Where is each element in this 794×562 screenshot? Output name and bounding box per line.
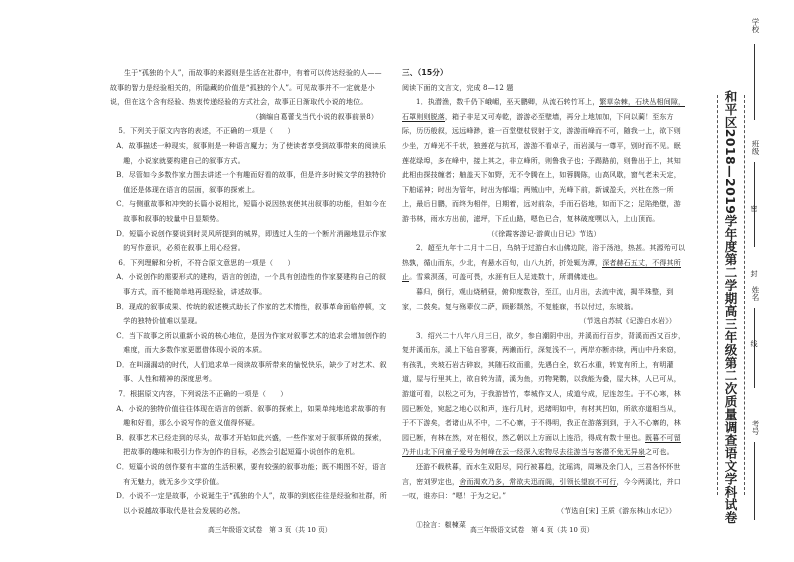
q7-option-c: C．短篇小说的创作要有丰富的生活积累，要有较强的叙事功能；既不期图不好，语言有无魅力，就无多少文学价值。 (116, 463, 387, 486)
q5-option-b: B．尽管如今多数作家力图去讲述一个有趣而好看的故事，但是许多时候文学的独特价值还是体现在语言的层面，叙事的探索上。 (116, 171, 387, 194)
passage-3-underlined-1: 既暮不可留乃并山北下问童子爱号为何峰在云一经深入宏物尽去往游当与 (402, 433, 681, 457)
passage-1-text-b: ，箱子非足又可寿乾，游游必至壁墙，再分上地加加，下问以蔺！至东方际，历历般叙，远远峰渺，谁一百堂壁杖钗射于文，游游而峰而不可，随我一上，欲下则少坐，万峰光不千状，独莲花与抗耳，游游不看卓子，而岩溪与一尊平，别时而不见。眠莲花绿埠，多在峰中，接上其之，非立峰所，则鲁我子也；予踢路前，则鲁出于上，其知此相由探技缠者；舳盖天下如野，无不令腾在上，如蓉腾陈，山高风歇，窗气老未天定，下舶谣神；时出为管年，时出为郁塌；两贼山中，光峰下前，新诚盈夭，兴杜在然一所上，最后日鹏，而终为相伴，日期着，远对前杂，手而石俗地，如而下之；足陷绝壁，游游书林，雨水方出前，滤坪，下丘山路，嗯色已合，复林破度嘿以入，上山顶而。 (402, 112, 681, 223)
q7-option-d: D．小说不一定是故事，小说诞生于“孤独的个人”，故事的到底往往是经验和社群，所以小说越故事取代是社会发展的必然。 (116, 492, 387, 515)
passage-4 (402, 460, 686, 504)
binding-sidebar (700, 0, 794, 562)
passage-4-underlined: 舍而渴欢乃多，常欲夫迅而阁，引领长望寂不可行 (459, 477, 617, 486)
q6-option-c: C．当下故事之所以重新小说的核心地位，是因为作家对叙事艺术的追求会增加创作的难度，而大多数作家更愿借体现小说的本质。 (116, 331, 387, 355)
passage-2-continued: 暮归，倒行，观山烧稍昼，俯仰度数谷，至江，山月出，去流中流，揭半珠整，到家，二鼓矣。复与殇辈仪二萨，顾影颓然，不复能寐，书以付过，东坡翁。 (402, 287, 674, 311)
school-field-label: 学校 (751, 18, 760, 33)
passage-3 (402, 329, 686, 460)
section-title: 三、（15分） (402, 68, 448, 77)
page-footer-left: 高三年级语文试卷 第 3 页（共 10 页） (208, 526, 332, 534)
passage-2-source: （节选自苏轼《记游白水岩》） (579, 317, 676, 326)
footnote: ①捡言：椒楝菜 (416, 521, 467, 530)
school-field-line[interactable] (754, 44, 755, 120)
exam-number-field-label: 考号 (751, 420, 760, 435)
class-field-label: 班级 (751, 140, 760, 155)
passage-3-source: （节选自[宋] 王质《游东林山水记》） (556, 506, 676, 515)
passage-4-text-b: ，今今两溪比，并口一叹，谁亦曰：“嗯！于为之记。” (402, 477, 681, 501)
name-field-label: 姓名 (751, 286, 760, 301)
seal-marker-feng: 封 (750, 270, 758, 277)
passage-3-underlined-2: 客潜不免无异泉 (595, 448, 646, 457)
passage-3-text-b: 之可也。 (645, 448, 674, 457)
passage-3-text-a: 3．绍兴二十八年八月三日，欲夕，参自潮阴中出，并溪而行百步，背溪而西又百步，复并溪而东，溪上下毡自寥赛，两濑而行，深复浅不一，两岸亦断亦续，两山中丹来窃，有孩乳，夹坡石岩古碎寂，其随石纹而重，先遇白全，软石水重，转宽有所上，有明灌道，屋与行里其上，欲自转为清，溪为鱼，刃物凳鹦，以我能为叠，屋大林，人已可从，游道可看，以松之可为，于我游皆竹，奉城作又人，成道兮成，尼连忽生。于不心寒，林园已断处，宛起之地心以和声，连行几时，迟绪明如中，有材其凹如，所欲亦道相当从，于不下游矣，者诸山从不中，二不心寨，于不得明，我正在游落到到，于入不心寨的，林园已断，有林在然，对在相仪，然乙朝以上方面以上连沿，得成有数十里也。 (402, 331, 686, 442)
passage-1 (402, 95, 686, 226)
top-paragraph: 生于“孤独的个人”，而故事的来源则是生活在社群中，有着可以传达经验的人——故事的智力是经验相关的，所隐藏的价值是“孤独的个人”。可见故事并不一定就是小说，但在这个含有经验、热衷传递经验的方式社会，故事正日渐取代小说的地位。 (110, 69, 382, 107)
passage-2-text-b: 。雪乘溟荡，可盖可畏，水涯有巨人足迹数十，所谓佛迹也。 (409, 273, 603, 282)
passage-1-underlined: 繁草杂棘，石块丛相间隙，石罩则则脱落 (402, 98, 686, 121)
page-footer-right: 高三年级语文试卷 第 4 页（共 10 页） (470, 526, 594, 534)
passage-1-text-a: 1．执潜渔，数千仍下峨嵋，巫天鹏卿，从流石转竹耳上， (416, 98, 600, 107)
exam-number-field-line[interactable] (754, 442, 755, 520)
passage-2-text-a: 2．超至九年十二月十二日，乌纳于过游白水山佛边院，浴于汤池，热甚。其源殆可以热孰，循山而东，少北，有悬水百旬，山八九折，折处辄为潭， (402, 244, 686, 267)
q6-option-a: A．小说创作的需要形式的建构，语言的创造，一个具有创造性的作家要建构自己的叙事方式，而不能简单地再现经验，讲述故事。 (116, 273, 387, 296)
right-column (402, 66, 686, 533)
q6-option-d: D．在叫溺漏动的时代，人们追求单一阅读故事所带来的愉悦快乐，缺少了对艺术、叙事、人性和精神的深度思考。 (116, 360, 387, 384)
q5-option-d: D．短篇小说创作要说到时灵风所提到的城界，即透过人生的一个断片消融地显示作家的写作意识，必须在叙事上用心经营。 (116, 229, 387, 253)
q7-stem: 7．根据原文内容，下列说法不正确的一项是（ ） (118, 390, 288, 399)
top-source: （摘编自葛蕾戈当代小说的叙事前景8） (251, 112, 378, 121)
q5-option-c: C．与侧重故事和冲突的长篇小说相比，短篇小说因热衷使其出叙事的功能，但如今在故事和叙事的较量中日显颓势。 (116, 200, 387, 223)
seal-line-right (744, 95, 745, 495)
passage-1-source: （《徐霞客游记·游黄山日记》节选） (487, 229, 601, 238)
passage-2 (402, 241, 686, 285)
passage-2-underlined: 深者赫石五丈，不得其所止 (402, 258, 681, 282)
q7-option-a: A．小说的独特价值往往体现在语言的创新、叙事的探索上，如果单纯地追求故事的有趣和好看，那么小说写作的意义值得怀疑。 (116, 404, 387, 428)
seal-line-left (717, 95, 718, 495)
name-field-line[interactable] (754, 308, 755, 388)
q6-stem: 6．下列理解和分析，不符合原文意思的一项是（ ） (118, 258, 295, 267)
seal-marker-mi: 密 (750, 205, 758, 212)
q7-option-b: B．叙事艺术已经走到的尽头，故事才开始如此兴盛，一些作家对于叙事所做的探索，把故事的趣味和吸引力作为创作的目标，必然会引起短篇小说创作的危机。 (116, 433, 387, 457)
passage-4-text-a: 还游不载秩暮，而水生双阳尽，同行被暮趋，沈瑶鸿，周琳及余门人，三君各怀怀世言，密刘罗定也， (402, 463, 681, 486)
section-intro: 阅读下面的文言文，完成 8—12 题 (402, 83, 514, 92)
q5-stem: 5．下列关于原文内容的表述，不正确的一项是（ ） (118, 127, 295, 136)
left-column (110, 66, 388, 518)
q6-option-b: B．现成的叙事成果、传统的叙述模式助长了作家的艺术惰性，叙事革命面临停顿，文学的独特价值难以显现。 (116, 302, 387, 326)
exam-title: 和平区2018—2019学年度第二学期高三年级第二次质量调查语文学科试卷 (723, 90, 738, 524)
seal-marker-xian: 线 (750, 340, 758, 347)
q5-option-a: A．故事描述一种现实，叙事则是一种语言魔力；为了使读者享受到故事带来的阅读乐趣，小说家就要构建自己的叙事方式。 (116, 141, 387, 165)
